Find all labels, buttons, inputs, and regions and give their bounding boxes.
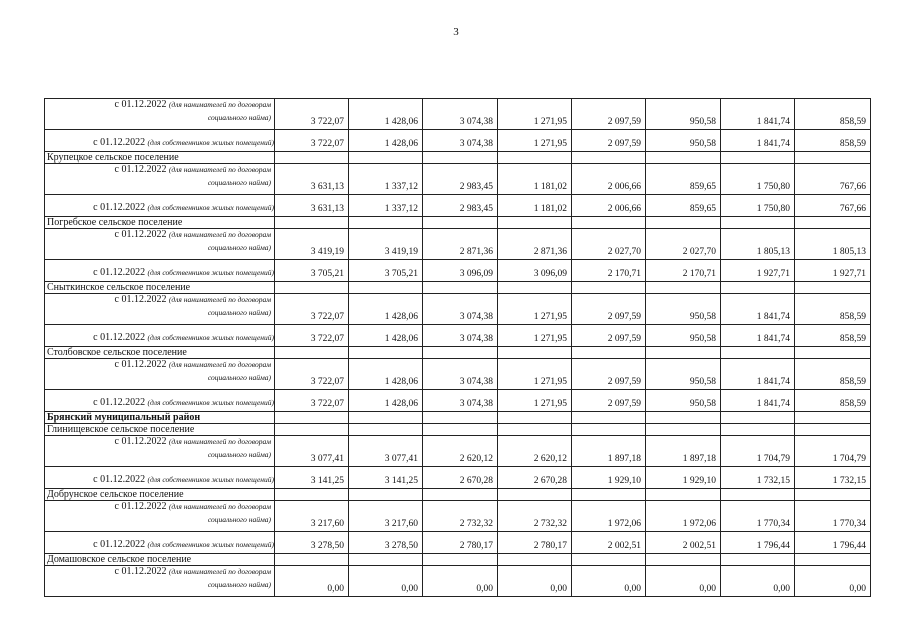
row-label-tenants (45, 436, 275, 467)
empty-cell (721, 489, 795, 501)
owners-note: (для собственников жилых помещений) (147, 138, 274, 147)
settlement-name: Домашовское сельское поселение (45, 554, 275, 566)
tariff-value: 1 927,71 (795, 268, 871, 282)
tariff-value: 859,65 (646, 164, 721, 195)
empty-cell (572, 347, 646, 359)
tariff-value: 0,00 (423, 566, 498, 597)
tariff-value: 2 097,59 (572, 294, 646, 325)
owners-note: (для собственников жилых помещений) (147, 475, 274, 484)
tariff-value: 1 972,06 (646, 501, 721, 532)
row-label-tenants (45, 359, 275, 390)
tenants-note: (для нанимателей по договорам (168, 230, 271, 239)
tenants-note-cont: социального найма) (207, 515, 271, 524)
tariff-value: 3 074,38 (423, 138, 498, 152)
owners-note: (для собственников жилых помещений) (147, 398, 274, 407)
tariff-value: 2 780,17 (423, 540, 498, 554)
tariff-value: 2 002,51 (572, 540, 646, 554)
group-header-row (45, 412, 871, 424)
tariff-value: 858,59 (795, 138, 871, 152)
tariff-value: 1 841,74 (721, 398, 795, 412)
tenants-note-cont: социального найма) (207, 580, 271, 589)
date-label: с 01.12.2022 (114, 501, 167, 512)
empty-cell (646, 412, 721, 424)
empty-cell (498, 217, 572, 229)
tariff-value: 1 841,74 (721, 138, 795, 152)
tariff-value: 1 428,06 (349, 138, 423, 152)
empty-cell (646, 282, 721, 294)
group-header-row (45, 489, 871, 501)
tariff-value: 0,00 (795, 566, 871, 597)
tariff-value: 3 217,60 (349, 501, 423, 532)
spacer-row (45, 260, 871, 269)
empty-cell (275, 217, 349, 229)
date-label: с 01.12.2022 (93, 475, 146, 485)
table-row-tenants (45, 501, 871, 532)
empty-cell (572, 489, 646, 501)
tariff-value: 2 780,17 (498, 540, 572, 554)
row-label-tenants (45, 566, 275, 597)
empty-cell (721, 217, 795, 229)
empty-cell (646, 489, 721, 501)
empty-cell (349, 152, 423, 164)
settlement-name: Крупецкое сельское поселение (45, 152, 275, 164)
row-label-owners (45, 268, 275, 282)
tariff-value: 858,59 (795, 359, 871, 390)
tariff-value: 2 670,28 (498, 475, 572, 489)
empty-cell (498, 412, 572, 424)
tariff-value: 1 337,12 (349, 164, 423, 195)
tariff-value: 1 704,79 (795, 436, 871, 467)
empty-cell (646, 217, 721, 229)
empty-cell (795, 424, 871, 436)
tariff-value: 1 796,44 (721, 540, 795, 554)
tariff-value: 1 271,95 (498, 398, 572, 412)
empty-cell (275, 489, 349, 501)
tariff-value: 0,00 (349, 566, 423, 597)
tariff-value: 3 722,07 (275, 333, 349, 347)
tariff-value: 2 027,70 (572, 229, 646, 260)
tariff-value: 3 278,50 (275, 540, 349, 554)
table-row-owners (45, 333, 871, 347)
date-label: с 01.12.2022 (93, 540, 146, 550)
tariff-value: 1 181,02 (498, 164, 572, 195)
tariff-value: 1 337,12 (349, 203, 423, 217)
empty-cell (721, 152, 795, 164)
tariff-value: 1 732,15 (721, 475, 795, 489)
tariff-value: 3 074,38 (423, 99, 498, 130)
date-label: с 01.12.2022 (114, 436, 167, 447)
tariff-value: 3 074,38 (423, 398, 498, 412)
group-header-row (45, 424, 871, 436)
tariff-value: 1 732,15 (795, 475, 871, 489)
owners-note: (для собственников жилых помещений) (147, 333, 274, 342)
tariff-value: 3 074,38 (423, 359, 498, 390)
empty-cell (349, 489, 423, 501)
empty-cell (349, 424, 423, 436)
tariff-value: 1 841,74 (721, 99, 795, 130)
spacer-row (45, 467, 871, 476)
tariff-value: 3 722,07 (275, 138, 349, 152)
date-label: с 01.12.2022 (93, 203, 146, 213)
settlement-name: Погребское сельское поселение (45, 217, 275, 229)
owners-note: (для собственников жилых помещений) (147, 540, 274, 549)
tariff-value: 767,66 (795, 203, 871, 217)
row-label-owners (45, 138, 275, 152)
empty-cell (795, 282, 871, 294)
tariff-value: 1 841,74 (721, 333, 795, 347)
tariff-value: 3 419,19 (275, 229, 349, 260)
tariff-value: 2 170,71 (646, 268, 721, 282)
tariff-value: 3 722,07 (275, 99, 349, 130)
tariff-value: 3 074,38 (423, 333, 498, 347)
tariff-value: 2 006,66 (572, 203, 646, 217)
row-label-owners (45, 203, 275, 217)
date-label: с 01.12.2022 (93, 138, 146, 148)
date-label: с 01.12.2022 (114, 99, 167, 110)
group-header-row (45, 554, 871, 566)
tariff-value: 3 077,41 (349, 436, 423, 467)
row-label-owners (45, 475, 275, 489)
empty-cell (275, 412, 349, 424)
tariff-value: 1 750,80 (721, 164, 795, 195)
date-label: с 01.12.2022 (114, 566, 167, 577)
empty-cell (646, 152, 721, 164)
tenants-note-cont: социального найма) (207, 308, 271, 317)
tenants-note-cont: социального найма) (207, 450, 271, 459)
empty-cell (349, 347, 423, 359)
tariff-value: 1 805,13 (795, 229, 871, 260)
empty-cell (423, 424, 498, 436)
empty-cell (498, 489, 572, 501)
empty-cell (721, 412, 795, 424)
tariff-value: 3 419,19 (349, 229, 423, 260)
empty-cell (349, 282, 423, 294)
empty-cell (423, 412, 498, 424)
settlement-name: Столбовское сельское поселение (45, 347, 275, 359)
empty-cell (275, 554, 349, 566)
empty-cell (349, 412, 423, 424)
tariff-value: 3 722,07 (275, 359, 349, 390)
table-row-owners (45, 203, 871, 217)
tariff-value: 0,00 (721, 566, 795, 597)
tariff-value: 3 705,21 (349, 268, 423, 282)
tariff-value: 0,00 (646, 566, 721, 597)
row-label-owners (45, 333, 275, 347)
tariff-value: 2 027,70 (646, 229, 721, 260)
tariff-value: 3 722,07 (275, 398, 349, 412)
tariff-value: 1 271,95 (498, 99, 572, 130)
empty-cell (423, 347, 498, 359)
tenants-note: (для нанимателей по договорам (168, 502, 271, 511)
row-label-owners (45, 540, 275, 554)
owners-note: (для собственников жилых помещений) (147, 203, 274, 212)
empty-cell (795, 217, 871, 229)
tariff-value: 2 983,45 (423, 164, 498, 195)
empty-cell (349, 217, 423, 229)
page-number: 3 (453, 26, 459, 38)
tariff-value: 1 271,95 (498, 333, 572, 347)
table-row-tenants (45, 436, 871, 467)
tenants-note: (для нанимателей по договорам (168, 165, 271, 174)
tariff-value: 2 670,28 (423, 475, 498, 489)
tariff-value: 2 097,59 (572, 359, 646, 390)
tariff-value: 858,59 (795, 294, 871, 325)
empty-cell (349, 554, 423, 566)
empty-cell (646, 347, 721, 359)
tariff-value: 858,59 (795, 398, 871, 412)
table-row-tenants (45, 229, 871, 260)
tariff-value: 1 704,79 (721, 436, 795, 467)
tariff-value: 1 770,34 (795, 501, 871, 532)
table-row-owners (45, 475, 871, 489)
empty-cell (423, 152, 498, 164)
empty-cell (423, 217, 498, 229)
date-label: с 01.12.2022 (114, 294, 167, 305)
settlement-name: Сныткинское сельское поселение (45, 282, 275, 294)
table-row-owners (45, 540, 871, 554)
tariff-table (44, 98, 871, 597)
empty-cell (572, 152, 646, 164)
empty-cell (423, 554, 498, 566)
tariff-value: 1 181,02 (498, 203, 572, 217)
tariff-value: 1 841,74 (721, 359, 795, 390)
tariff-value: 2 097,59 (572, 138, 646, 152)
tariff-value: 950,58 (646, 333, 721, 347)
tenants-note-cont: социального найма) (207, 113, 271, 122)
tariff-value: 858,59 (795, 99, 871, 130)
tariff-value: 1 897,18 (646, 436, 721, 467)
tariff-value: 3 077,41 (275, 436, 349, 467)
empty-cell (572, 424, 646, 436)
tenants-note: (для нанимателей по договорам (168, 100, 271, 109)
tariff-value: 2 871,36 (423, 229, 498, 260)
table-row-tenants (45, 566, 871, 597)
tariff-value: 2 170,71 (572, 268, 646, 282)
empty-cell (646, 424, 721, 436)
empty-cell (275, 347, 349, 359)
empty-cell (795, 347, 871, 359)
district-name: Брянский муниципальный район (45, 412, 275, 424)
table-row-owners (45, 138, 871, 152)
empty-cell (721, 554, 795, 566)
tariff-value: 1 271,95 (498, 138, 572, 152)
date-label: с 01.12.2022 (93, 268, 146, 278)
owners-note: (для собственников жилых помещений) (147, 268, 274, 277)
tariff-value: 1 428,06 (349, 294, 423, 325)
tariff-value: 950,58 (646, 398, 721, 412)
tariff-value: 3 722,07 (275, 294, 349, 325)
date-label: с 01.12.2022 (114, 164, 167, 175)
tariff-value: 1 929,10 (572, 475, 646, 489)
tariff-value: 1 927,71 (721, 268, 795, 282)
date-label: с 01.12.2022 (93, 333, 146, 343)
settlement-name: Глинищевское сельское поселение (45, 424, 275, 436)
group-header-row (45, 152, 871, 164)
tariff-value: 3 278,50 (349, 540, 423, 554)
empty-cell (275, 152, 349, 164)
empty-cell (646, 554, 721, 566)
tenants-note: (для нанимателей по договорам (168, 295, 271, 304)
tariff-value: 1 271,95 (498, 359, 572, 390)
tariff-value: 859,65 (646, 203, 721, 217)
row-label-tenants (45, 164, 275, 195)
tenants-note-cont: социального найма) (207, 178, 271, 187)
spacer-row (45, 130, 871, 139)
empty-cell (572, 282, 646, 294)
group-header-row (45, 347, 871, 359)
tariff-value: 3 141,25 (349, 475, 423, 489)
empty-cell (498, 152, 572, 164)
table-row-owners (45, 398, 871, 412)
tariff-value: 3 217,60 (275, 501, 349, 532)
tariff-value: 3 096,09 (498, 268, 572, 282)
empty-cell (572, 412, 646, 424)
tariff-value: 1 841,74 (721, 294, 795, 325)
empty-cell (423, 282, 498, 294)
tariff-value: 1 805,13 (721, 229, 795, 260)
empty-cell (721, 347, 795, 359)
empty-cell (423, 489, 498, 501)
tenants-note: (для нанимателей по договорам (168, 567, 271, 576)
tariff-value: 0,00 (572, 566, 646, 597)
tariff-value: 950,58 (646, 359, 721, 390)
spacer-row (45, 390, 871, 399)
tariff-value: 1 428,06 (349, 398, 423, 412)
tariff-value: 1 750,80 (721, 203, 795, 217)
empty-cell (498, 554, 572, 566)
tariff-value: 3 141,25 (275, 475, 349, 489)
tariff-value: 0,00 (498, 566, 572, 597)
tariff-value: 2 006,66 (572, 164, 646, 195)
tariff-value: 2 002,51 (646, 540, 721, 554)
tariff-value: 2 732,32 (498, 501, 572, 532)
empty-cell (721, 282, 795, 294)
table-row-owners (45, 268, 871, 282)
tariff-value: 950,58 (646, 138, 721, 152)
empty-cell (572, 554, 646, 566)
table-row-tenants (45, 99, 871, 130)
tariff-value: 3 705,21 (275, 268, 349, 282)
tariff-value: 2 620,12 (498, 436, 572, 467)
tariff-value: 1 796,44 (795, 540, 871, 554)
tariff-value: 0,00 (275, 566, 349, 597)
group-header-row (45, 217, 871, 229)
tariff-value: 1 428,06 (349, 359, 423, 390)
empty-cell (498, 347, 572, 359)
row-label-tenants (45, 294, 275, 325)
empty-cell (795, 152, 871, 164)
tariff-value: 2 620,12 (423, 436, 498, 467)
empty-cell (721, 424, 795, 436)
row-label-tenants (45, 99, 275, 130)
tariff-value: 2 732,32 (423, 501, 498, 532)
empty-cell (498, 282, 572, 294)
tariff-value: 2 097,59 (572, 99, 646, 130)
tariff-value: 1 271,95 (498, 294, 572, 325)
table-row-tenants (45, 294, 871, 325)
tenants-note: (для нанимателей по договорам (168, 437, 271, 446)
empty-cell (498, 424, 572, 436)
tariff-value: 858,59 (795, 333, 871, 347)
date-label: с 01.12.2022 (93, 398, 146, 408)
tariff-value: 2 871,36 (498, 229, 572, 260)
tariff-value: 2 097,59 (572, 398, 646, 412)
settlement-name: Добрунское сельское поселение (45, 489, 275, 501)
spacer-row (45, 325, 871, 334)
tariff-value: 1 428,06 (349, 333, 423, 347)
tariff-value: 3 631,13 (275, 164, 349, 195)
tariff-value: 2 097,59 (572, 333, 646, 347)
table-row-tenants (45, 359, 871, 390)
tariff-value: 3 074,38 (423, 294, 498, 325)
empty-cell (795, 412, 871, 424)
tariff-value: 767,66 (795, 164, 871, 195)
spacer-row (45, 195, 871, 204)
tariff-value: 3 096,09 (423, 268, 498, 282)
empty-cell (275, 424, 349, 436)
empty-cell (795, 554, 871, 566)
date-label: с 01.12.2022 (114, 359, 167, 370)
tariff-value: 1 897,18 (572, 436, 646, 467)
tariff-value: 2 983,45 (423, 203, 498, 217)
table-row-tenants (45, 164, 871, 195)
tenants-note-cont: социального найма) (207, 373, 271, 382)
group-header-row (45, 282, 871, 294)
tariff-value: 950,58 (646, 294, 721, 325)
date-label: с 01.12.2022 (114, 229, 167, 240)
tariff-value: 1 770,34 (721, 501, 795, 532)
tariff-value: 1 428,06 (349, 99, 423, 130)
empty-cell (795, 489, 871, 501)
tariff-value: 1 929,10 (646, 475, 721, 489)
row-label-owners (45, 398, 275, 412)
tariff-value: 950,58 (646, 99, 721, 130)
tenants-note-cont: социального найма) (207, 243, 271, 252)
empty-cell (275, 282, 349, 294)
row-label-tenants (45, 501, 275, 532)
tariff-value: 1 972,06 (572, 501, 646, 532)
tenants-note: (для нанимателей по договорам (168, 360, 271, 369)
spacer-row (45, 532, 871, 541)
empty-cell (572, 217, 646, 229)
tariff-value: 3 631,13 (275, 203, 349, 217)
row-label-tenants (45, 229, 275, 260)
